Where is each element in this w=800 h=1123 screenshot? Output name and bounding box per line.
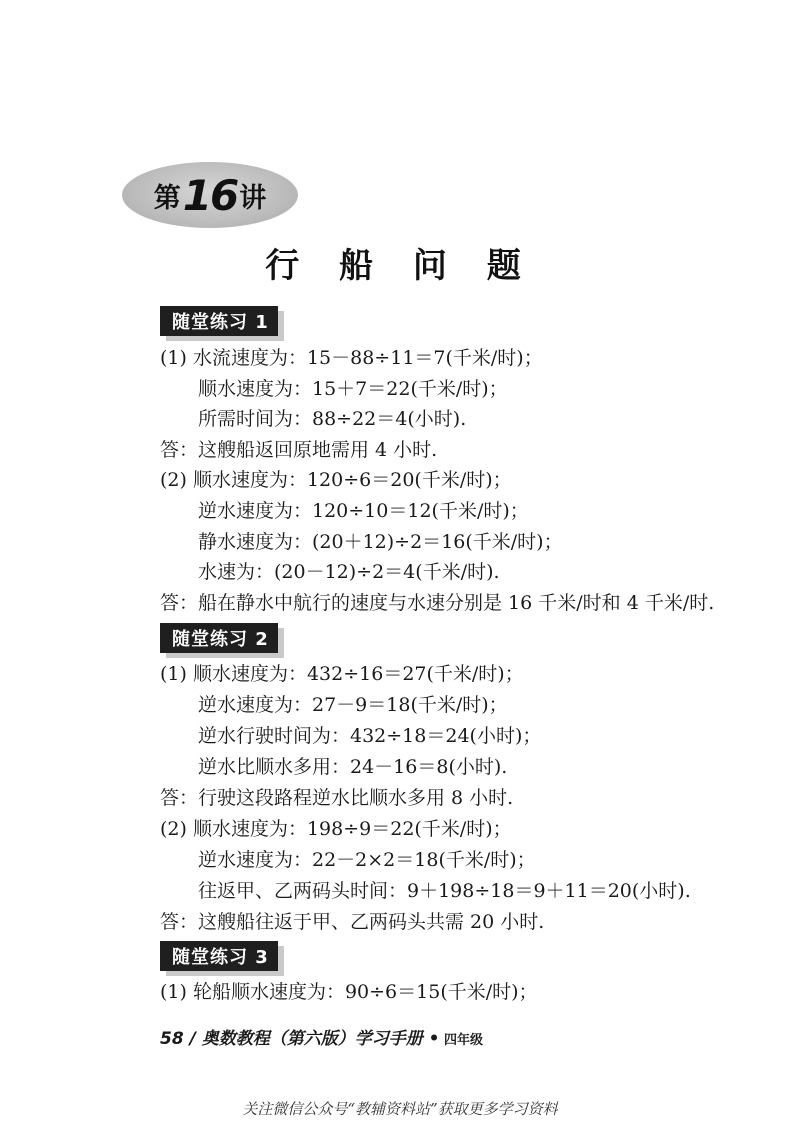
solution-line: 逆水行驶时间为：432÷18＝24(小时)； <box>198 725 542 747</box>
page-title: 行 船 问 题 <box>265 246 535 286</box>
lecture-number: 16 <box>182 170 238 220</box>
lecture-label <box>122 162 298 228</box>
solution-line: 水速为：(20－12)÷2＝4(千米/时). <box>198 561 500 583</box>
watermark-text: 关注微信公众号“教辅资料站”获取更多学习资料 <box>242 1100 558 1118</box>
solution-line: (1) 轮船顺水速度为：90÷6＝15(千米/时)； <box>160 981 538 1003</box>
section-tab-practice-2 <box>160 623 278 653</box>
section-tab-label: 随堂练习 1 <box>160 306 278 336</box>
answer-line: 答：船在静水中航行的速度与水速分别是 16 千米/时和 4 千米/时. <box>160 592 715 614</box>
answer-line: 答：行驶这段路程逆水比顺水多用 8 小时. <box>160 787 514 809</box>
answer-line: 答：这艘船返回原地需用 4 小时. <box>160 439 438 461</box>
answer-line: 答：这艘船往返于甲、乙两码头共需 20 小时. <box>160 911 545 933</box>
solution-line: (2) 顺水速度为：198÷9＝22(千米/时)； <box>160 818 512 840</box>
solution-line: (2) 顺水速度为：120÷6＝20(千米/时)； <box>160 469 512 491</box>
solution-line: 静水速度为：(20＋12)÷2＝16(千米/时)； <box>198 531 563 553</box>
solution-line: 顺水速度为：15＋7＝22(千米/时)； <box>198 378 508 400</box>
solution-line: 逆水速度为：120÷10＝12(千米/时)； <box>198 500 529 522</box>
solution-line: (1) 顺水速度为：432÷16＝27(千米/时)； <box>160 663 524 685</box>
lecture-suffix: 讲 <box>239 182 267 214</box>
lecture-prefix: 第 <box>153 182 181 214</box>
section-tab-practice-3 <box>160 941 278 971</box>
solution-line: 所需时间为：88÷22＝4(小时). <box>198 408 467 430</box>
solution-line: 逆水速度为：22－2×2＝18(千米/时)； <box>198 849 536 871</box>
footer-text: 58 / 奥数教程（第六版）学习手册 • <box>160 1029 440 1049</box>
footer-grade: 四年级 <box>439 1033 484 1048</box>
section-tab-label: 随堂练习 2 <box>160 623 278 653</box>
lecture-badge <box>122 162 298 228</box>
solution-line: (1) 水流速度为：15－88÷11＝7(千米/时)； <box>160 347 543 369</box>
solution-line: 逆水速度为：27－9＝18(千米/时)； <box>198 694 508 716</box>
solution-line: 往返甲、乙两码头时间：9＋198÷18＝9＋11＝20(小时). <box>198 880 691 902</box>
solution-line: 逆水比顺水多用：24－16＝8(小时). <box>198 756 508 778</box>
section-tab-label: 随堂练习 3 <box>160 941 278 971</box>
section-tab-practice-1 <box>160 306 278 336</box>
page-footer <box>160 1024 483 1049</box>
